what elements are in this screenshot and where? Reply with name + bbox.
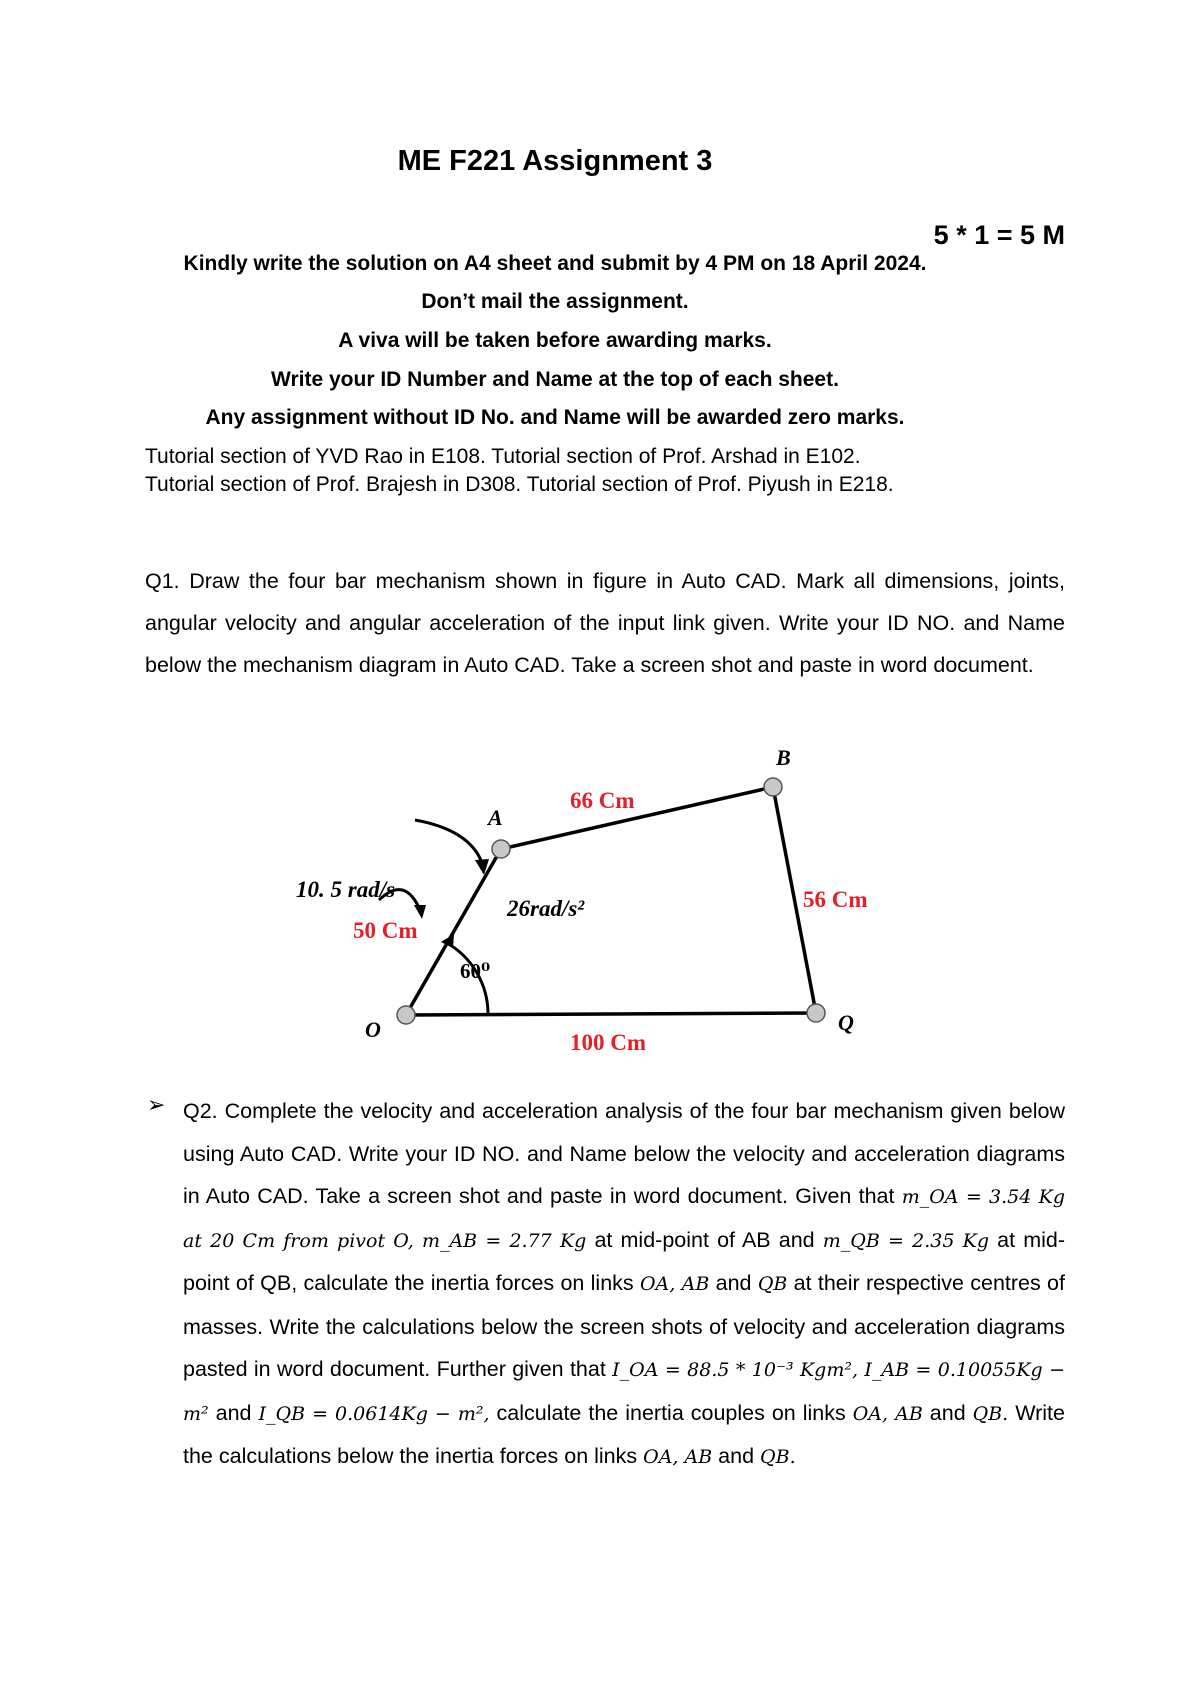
q2-and-3: and: [929, 1400, 966, 1425]
q2-links-1: OA, AB: [639, 1273, 710, 1295]
q2-text-3: at mid-point of QB, calculate the inertia forces on links: [183, 1227, 1066, 1295]
four-bar-mechanism-diagram: [270, 735, 890, 1055]
angle-label: 60⁰: [460, 959, 491, 983]
length-oq: 100 Cm: [570, 1030, 647, 1055]
joint-a: [492, 840, 510, 858]
label-a: A: [488, 805, 503, 830]
tutorial-line-1: Tutorial section of YVD Rao in E108. Tutorial section of Prof. Arshad in E102.: [145, 445, 861, 468]
q2-inertia-ab: I_AB = 0.10055Kg − m²: [183, 1359, 1065, 1425]
label-q: Q: [838, 1010, 854, 1035]
link-ab: [501, 787, 773, 849]
instruction-submit: Kindly write the solution on A4 sheet and submit by 4 PM on 18 April 2024.: [183, 252, 927, 275]
q2-text-1: Q2. Complete the velocity and acceleration analysis of the four bar mechanism given below using Auto CAD. Write your ID NO. and Name below the velocity and acceleration diagrams in Auto CAD. Take a screen shot and paste in word document. Given that: [183, 1099, 1065, 1208]
q2-mass-ab: m_AB = 2.77 Kg: [421, 1229, 587, 1252]
instruction-zero-marks: Any assignment without ID No. and Name will be awarded zero marks.: [205, 406, 905, 429]
label-b: B: [776, 745, 791, 770]
angular-velocity-arrowhead: [414, 905, 426, 919]
q2-and-4: and: [718, 1444, 755, 1468]
q2-links-2: OA, AB: [852, 1402, 923, 1425]
q2-link-qb-1: QB: [757, 1273, 788, 1295]
length-ab: 66 Cm: [570, 788, 635, 813]
instruction-no-mail: Don’t mail the assignment.: [421, 290, 689, 313]
q2-and-2: and: [215, 1400, 252, 1425]
q2-link-qb-2: QB.: [972, 1402, 1009, 1425]
length-bq: 56 Cm: [803, 887, 868, 912]
instruction-viva: A viva will be taken before awarding marks.: [338, 329, 772, 352]
marks-label: 5 * 1 = 5 M: [933, 220, 1065, 250]
q2-text-2: at mid-point of AB and: [594, 1227, 815, 1252]
link-oq: [406, 1013, 816, 1015]
angular-velocity-label: 10. 5 rad/s: [296, 877, 396, 902]
angular-acceleration-arc: [415, 820, 482, 863]
tutorial-line-2: Tutorial section of Prof. Brajesh in D308. Tutorial section of Prof. Piyush in E218.: [145, 473, 894, 496]
instruction-id-name: Write your ID Number and Name at the top of each sheet.: [271, 368, 839, 391]
q2-mass-oa: m_OA = 3.54 Kg at 20 Cm from pivot O,: [183, 1186, 1065, 1252]
question-1: Q1. Draw the four bar mechanism shown in figure in Auto CAD. Mark all dimensions, joints, angular velocity and angular acceleration of the input link given. Write your ID NO. and Name below the mechanism diagram in Auto CAD. Take a screen shot and paste in word document.: [145, 569, 1065, 677]
joint-q: [807, 1004, 825, 1022]
page-title: ME F221 Assignment 3: [397, 145, 713, 177]
q2-inertia-qb: I_QB = 0.0614Kg − m²,: [258, 1402, 490, 1425]
q2-and-1: and: [715, 1271, 752, 1295]
bullet-arrow-icon: ➢: [147, 1092, 166, 1117]
q2-link-qb-3: QB.: [760, 1446, 796, 1468]
q2-text-5: calculate the inertia couples on links: [496, 1400, 846, 1425]
length-oa: 50 Cm: [353, 918, 418, 943]
q2-text-6: Write the calculations below the inertia forces on links: [183, 1400, 1065, 1468]
q2-text-4: at their respective centres of masses. Write the calculations below the screen shots of velocity and acceleration diagrams pasted in word document. Further given that: [183, 1271, 1065, 1381]
q2-mass-qb: m_QB = 2.35 Kg: [822, 1229, 989, 1252]
angular-acceleration-label: 26rad/s²: [507, 896, 585, 921]
q2-inertia-oa: I_OA = 88.5 * 10⁻³ Kgm²,: [612, 1359, 859, 1381]
label-o: O: [365, 1017, 381, 1042]
joint-b: [764, 778, 782, 796]
joint-o: [397, 1006, 415, 1024]
question-2-body: [183, 1090, 1065, 1479]
q2-links-3: OA, AB: [643, 1446, 713, 1468]
link-oa: [406, 849, 501, 1015]
